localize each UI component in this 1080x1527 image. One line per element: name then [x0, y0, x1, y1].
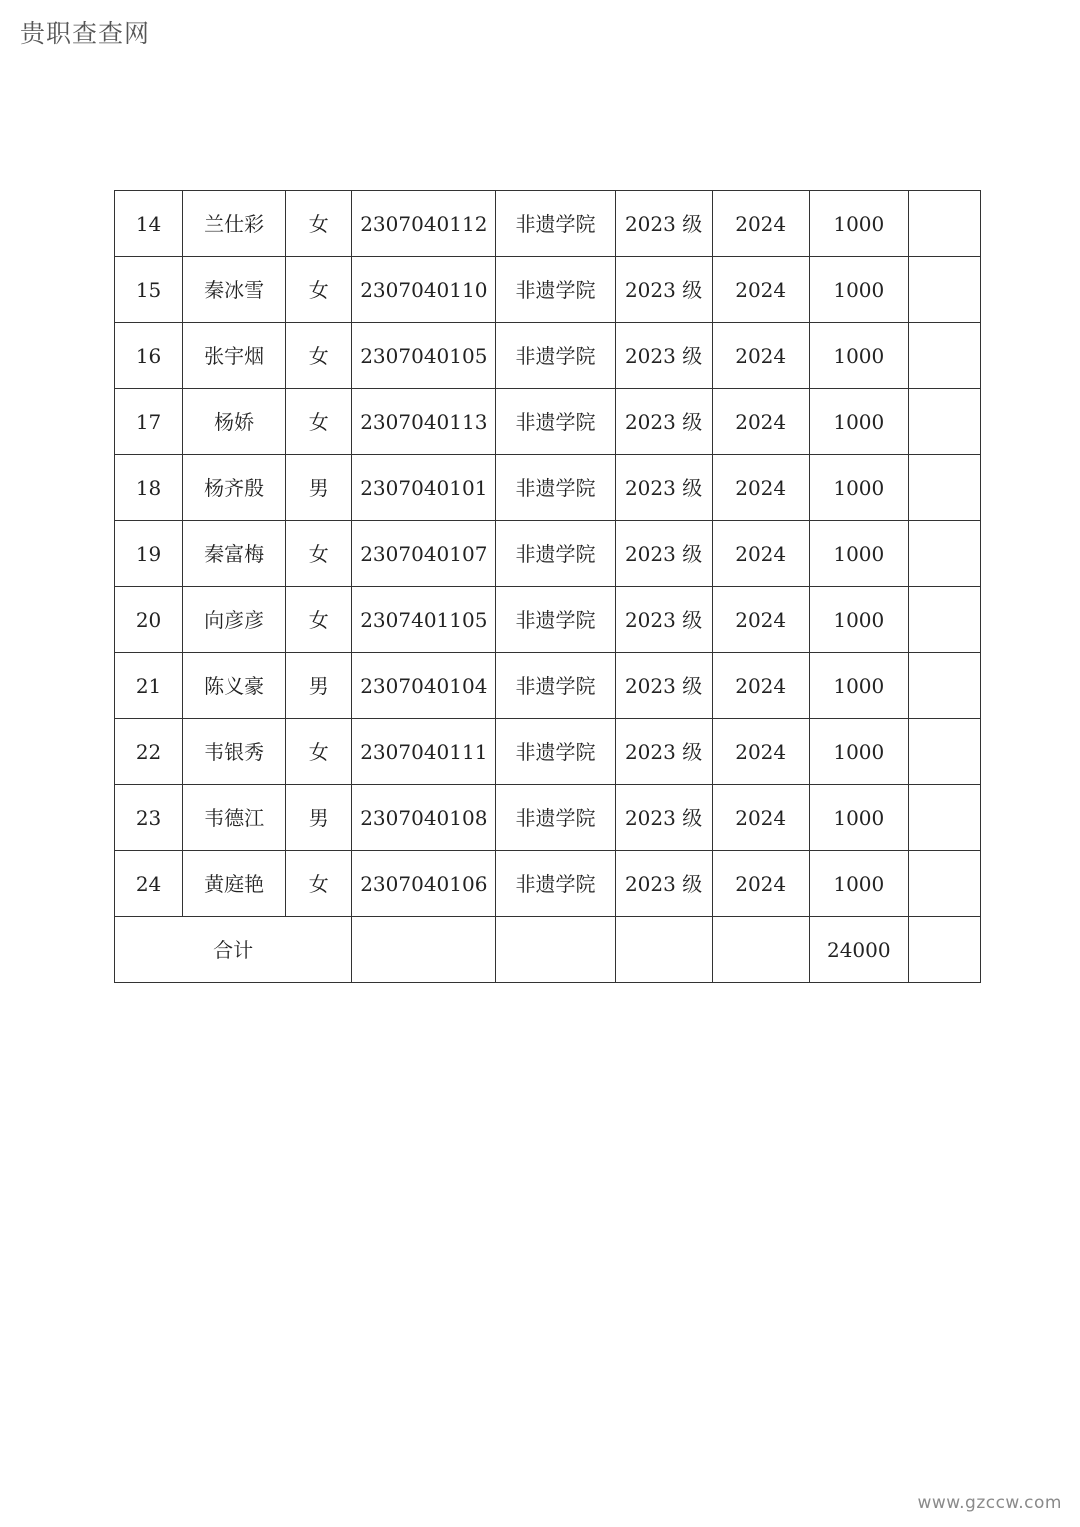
table-row [115, 851, 981, 917]
total-row [115, 917, 981, 983]
table-body [115, 191, 981, 983]
student-name: 向彦彦 [183, 587, 286, 653]
college-name: 非遗学院 [496, 191, 615, 257]
row-index: 22 [115, 719, 183, 785]
row-index: 19 [115, 521, 183, 587]
college-name: 非遗学院 [496, 455, 615, 521]
table-row [115, 191, 981, 257]
award-amount: 1000 [809, 257, 908, 323]
student-id: 2307040104 [352, 653, 496, 719]
remark-cell [908, 785, 980, 851]
grade-level: 2023 级 [615, 653, 712, 719]
grade-level: 2023 级 [615, 191, 712, 257]
row-index: 17 [115, 389, 183, 455]
student-name: 秦冰雪 [183, 257, 286, 323]
student-gender: 女 [286, 719, 352, 785]
total-empty-cell [615, 917, 712, 983]
award-year: 2024 [712, 323, 809, 389]
remark-cell [908, 323, 980, 389]
college-name: 非遗学院 [496, 785, 615, 851]
student-id: 2307040108 [352, 785, 496, 851]
total-amount: 24000 [809, 917, 908, 983]
remark-cell [908, 851, 980, 917]
student-gender: 女 [286, 389, 352, 455]
student-name: 陈义豪 [183, 653, 286, 719]
student-id: 2307040111 [352, 719, 496, 785]
student-gender: 男 [286, 653, 352, 719]
award-amount: 1000 [809, 851, 908, 917]
table-row [115, 785, 981, 851]
student-id: 2307040110 [352, 257, 496, 323]
award-amount: 1000 [809, 587, 908, 653]
student-gender: 男 [286, 785, 352, 851]
table-row [115, 455, 981, 521]
student-gender: 女 [286, 323, 352, 389]
award-amount: 1000 [809, 521, 908, 587]
student-gender: 女 [286, 851, 352, 917]
total-empty-cell [496, 917, 615, 983]
total-label: 合计 [115, 917, 352, 983]
award-year: 2024 [712, 455, 809, 521]
award-amount: 1000 [809, 719, 908, 785]
college-name: 非遗学院 [496, 323, 615, 389]
award-amount: 1000 [809, 455, 908, 521]
award-year: 2024 [712, 521, 809, 587]
student-name: 张宇烟 [183, 323, 286, 389]
table-row [115, 521, 981, 587]
college-name: 非遗学院 [496, 851, 615, 917]
student-id: 2307040105 [352, 323, 496, 389]
grade-level: 2023 级 [615, 257, 712, 323]
student-name: 韦德江 [183, 785, 286, 851]
college-name: 非遗学院 [496, 521, 615, 587]
student-id: 2307040113 [352, 389, 496, 455]
student-id: 2307040101 [352, 455, 496, 521]
row-index: 20 [115, 587, 183, 653]
award-year: 2024 [712, 719, 809, 785]
remark-cell [908, 389, 980, 455]
remark-cell [908, 521, 980, 587]
total-remark-cell [908, 917, 980, 983]
college-name: 非遗学院 [496, 653, 615, 719]
remark-cell [908, 719, 980, 785]
remark-cell [908, 455, 980, 521]
student-id: 2307040106 [352, 851, 496, 917]
table-row [115, 587, 981, 653]
student-name: 韦银秀 [183, 719, 286, 785]
award-amount: 1000 [809, 389, 908, 455]
award-amount: 1000 [809, 191, 908, 257]
award-year: 2024 [712, 257, 809, 323]
award-amount: 1000 [809, 323, 908, 389]
total-empty-cell [352, 917, 496, 983]
award-year: 2024 [712, 785, 809, 851]
grade-level: 2023 级 [615, 851, 712, 917]
award-year: 2024 [712, 587, 809, 653]
total-empty-cell [712, 917, 809, 983]
remark-cell [908, 191, 980, 257]
row-index: 18 [115, 455, 183, 521]
award-amount: 1000 [809, 785, 908, 851]
student-gender: 女 [286, 587, 352, 653]
college-name: 非遗学院 [496, 719, 615, 785]
grade-level: 2023 级 [615, 455, 712, 521]
site-watermark: 贵职查查网 [20, 19, 151, 48]
row-index: 14 [115, 191, 183, 257]
table-row [115, 719, 981, 785]
award-year: 2024 [712, 851, 809, 917]
row-index: 21 [115, 653, 183, 719]
grade-level: 2023 级 [615, 719, 712, 785]
student-name: 杨齐殷 [183, 455, 286, 521]
student-table [114, 190, 981, 983]
student-name: 杨娇 [183, 389, 286, 455]
grade-level: 2023 级 [615, 521, 712, 587]
table-row [115, 257, 981, 323]
table-row [115, 389, 981, 455]
college-name: 非遗学院 [496, 587, 615, 653]
table-row [115, 653, 981, 719]
student-name: 黄庭艳 [183, 851, 286, 917]
college-name: 非遗学院 [496, 257, 615, 323]
award-year: 2024 [712, 653, 809, 719]
award-year: 2024 [712, 191, 809, 257]
college-name: 非遗学院 [496, 389, 615, 455]
grade-level: 2023 级 [615, 389, 712, 455]
remark-cell [908, 653, 980, 719]
remark-cell [908, 257, 980, 323]
row-index: 16 [115, 323, 183, 389]
footer-url: www.gzccw.com [917, 1493, 1062, 1513]
table-row [115, 323, 981, 389]
award-amount: 1000 [809, 653, 908, 719]
grade-level: 2023 级 [615, 323, 712, 389]
student-id: 2307040112 [352, 191, 496, 257]
award-year: 2024 [712, 389, 809, 455]
student-gender: 女 [286, 521, 352, 587]
row-index: 15 [115, 257, 183, 323]
student-id: 2307040107 [352, 521, 496, 587]
student-gender: 女 [286, 191, 352, 257]
student-id: 2307401105 [352, 587, 496, 653]
student-name: 秦富梅 [183, 521, 286, 587]
row-index: 23 [115, 785, 183, 851]
grade-level: 2023 级 [615, 785, 712, 851]
student-gender: 女 [286, 257, 352, 323]
remark-cell [908, 587, 980, 653]
student-name: 兰仕彩 [183, 191, 286, 257]
student-gender: 男 [286, 455, 352, 521]
grade-level: 2023 级 [615, 587, 712, 653]
row-index: 24 [115, 851, 183, 917]
